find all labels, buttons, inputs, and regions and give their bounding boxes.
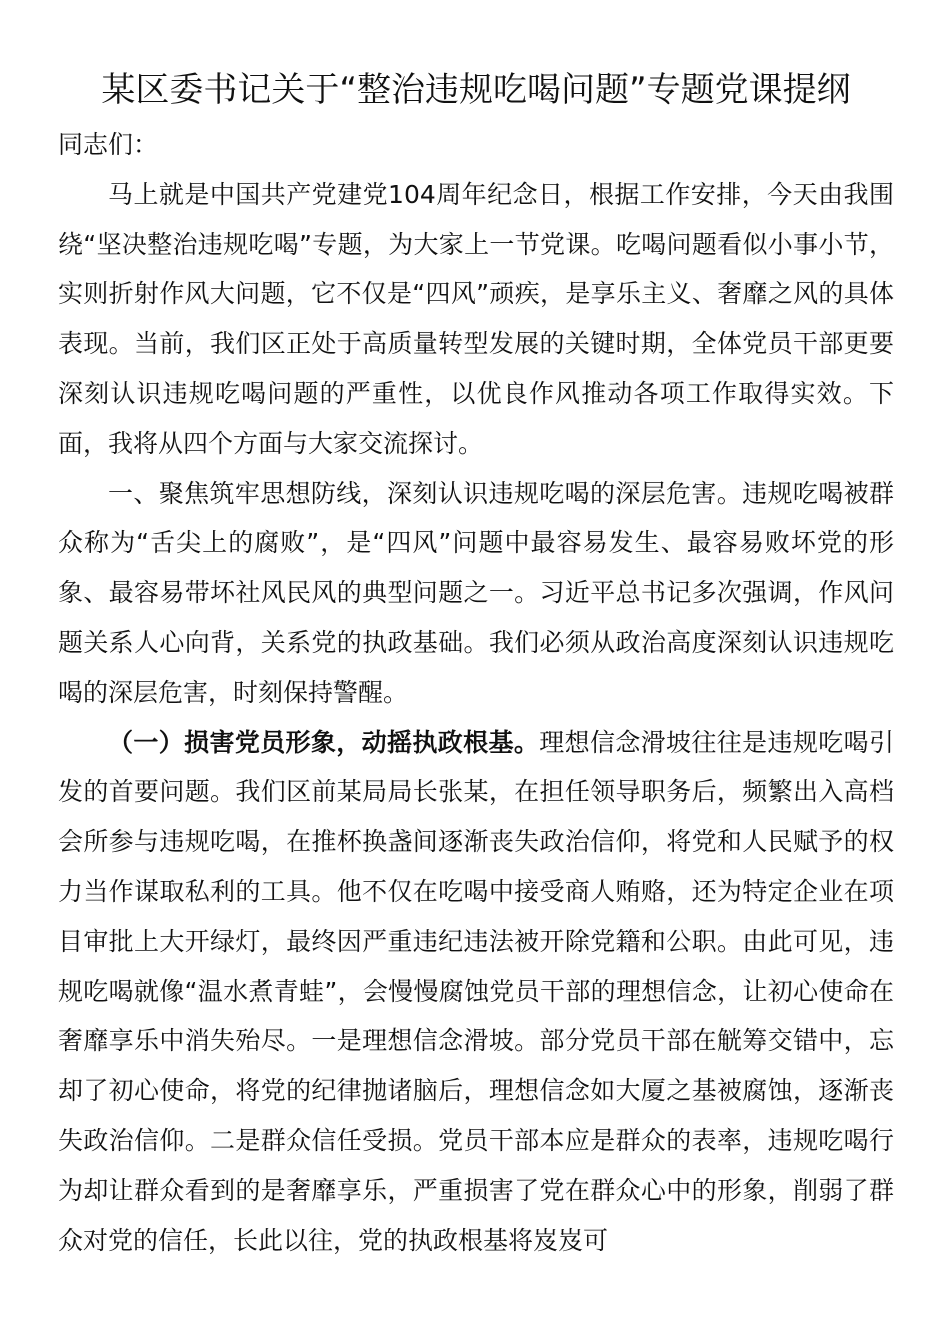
subsection-text: 理想信念滑坡往往是违规吃喝引发的首要问题。我们区前某局局长张某，在担任领导职务后，频繁出入高档会所参与违规吃喝，在推杯换盏间逐渐丧失政治信仰，将党和人民赋予的权力当作谋取私利的工具。他不仅在吃喝中接受商人贿赂，还为特定企业在项目审批上大开绿灯，最终因严重违纪违法被开除党籍和公职。由此可见，违规吃喝就像“温水煮青蛙”，会慢慢腐蚀党员干部的理想信念，让初心使命在奢靡享乐中消失殆尽。一是理想信念滑坡。部分党员干部在觥筹交错中，忘却了初心使命，将党的纪律抛诸脑后，理想信念如大厦之基被腐蚀，逐渐丧失政治信仰。二是群众信任受损。党员干部本应是群众的表率，违规吃喝行为却让群众看到的是奢靡享乐，严重损害了党在群众心中的形象，削弱了群众对党的信任，长此以往，党的执政根基将岌岌可	[58, 727, 894, 1255]
paragraph-section-one: 一、聚焦筑牢思想防线，深刻认识违规吃喝的深层危害。违规吃喝被群众称为“舌尖上的腐败”，是“四风”问题中最容易发生、最容易败坏党的形象、最容易带坏社风民风的典型问题之一。习近平总书记多次强调，作风问题关系人心向背，关系党的执政基础。我们必须从政治高度深刻认识违规吃喝的深层危害，时刻保持警醒。	[58, 478, 894, 707]
paragraph-subsection-one	[58, 718, 894, 1266]
greeting: 同志们：	[58, 130, 159, 159]
document-body	[58, 120, 894, 1265]
paragraph-intro: 马上就是中国共产党建党104周年纪念日，根据工作安排，今天由我围绕“坚决整治违规吃喝”专题，为大家上一节党课。吃喝问题看似小事小节，实则折射作风大问题，它不仅是“四风”顽疾，是享乐主义、奢靡之风的具体表现。当前，我们区正处于高质量转型发展的关键时期，全体党员干部更要深刻认识违规吃喝问题的严重性，以优良作风推动各项工作取得实效。下面，我将从四个方面与大家交流探讨。	[58, 179, 894, 458]
subsection-heading: （一）损害党员形象，动摇执政根基。	[108, 727, 540, 757]
document-title: 某区委书记关于“整治违规吃喝问题”专题党课提纲	[101, 70, 851, 110]
